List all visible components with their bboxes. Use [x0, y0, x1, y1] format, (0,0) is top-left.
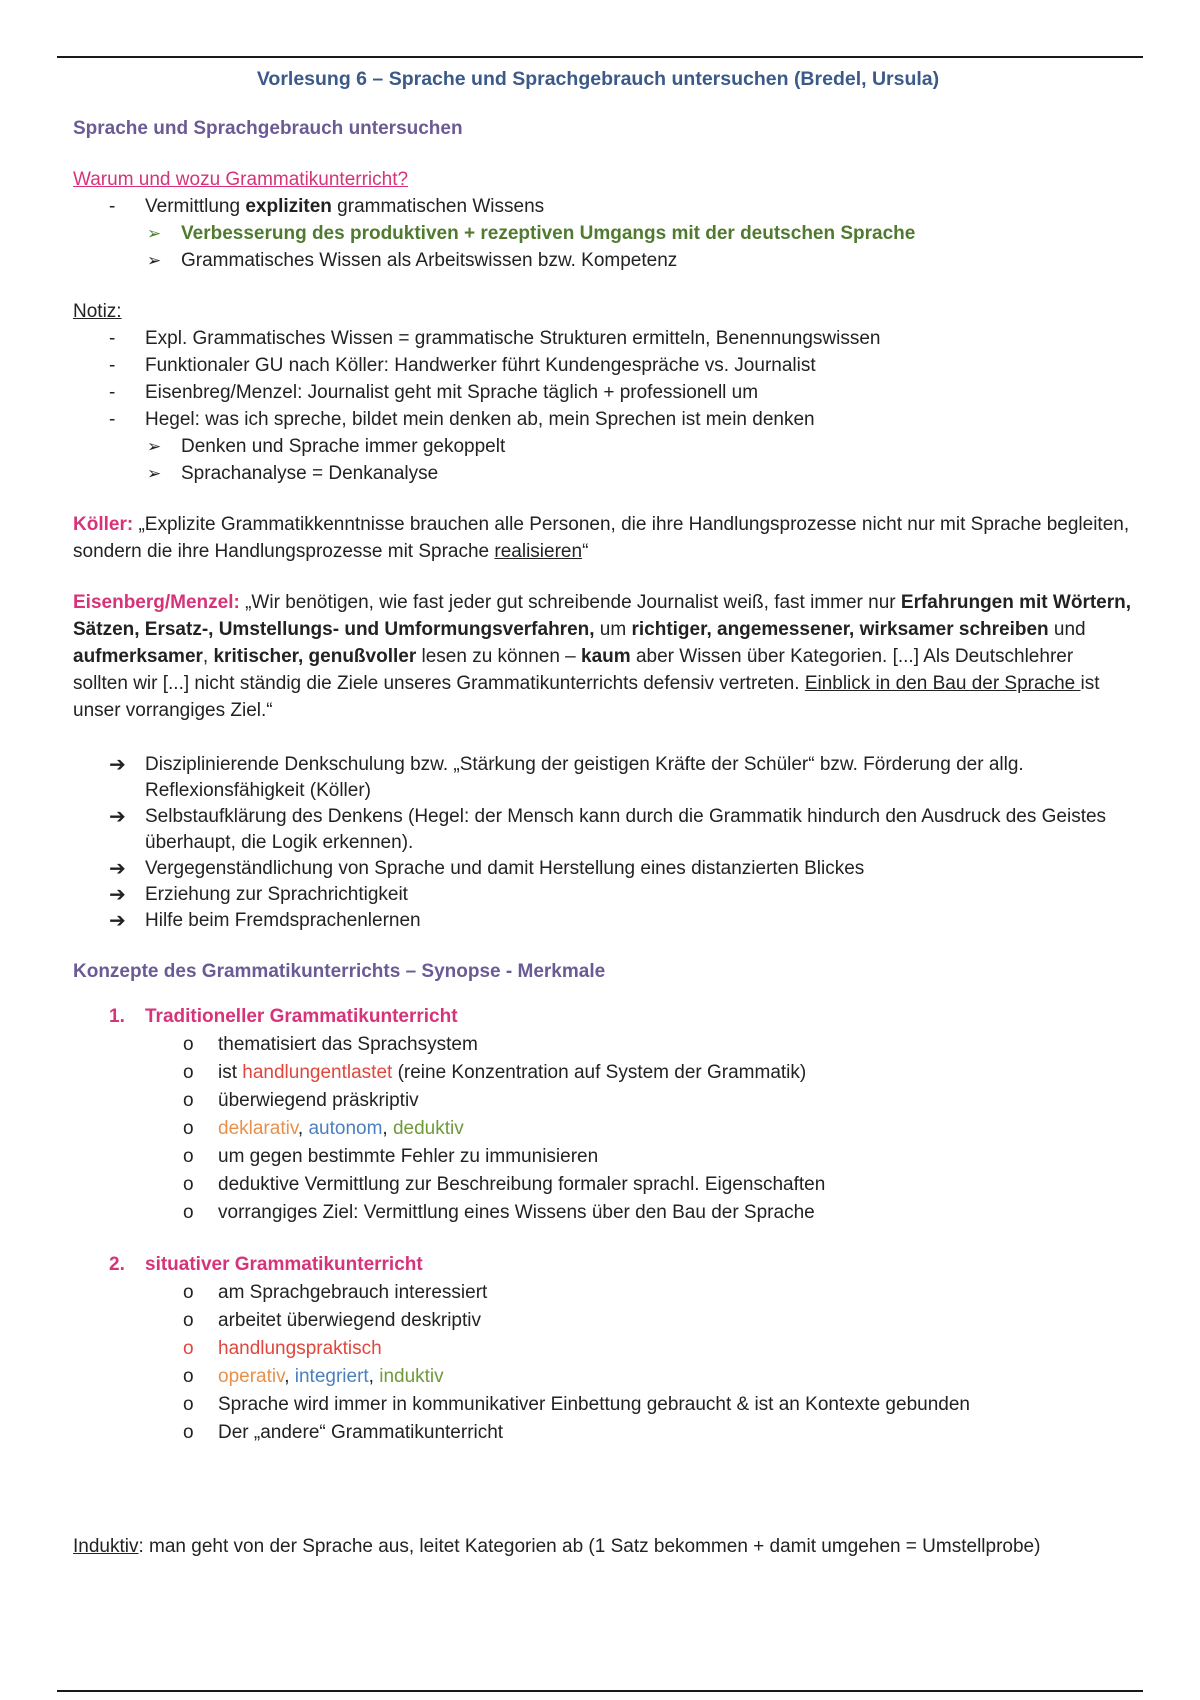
arrow-right-icon: ➔ — [109, 754, 126, 776]
list-item: o deduktive Vermittlung zur Beschreibung formaler sprachl. Eigenschaften — [183, 1174, 826, 1195]
list-item: o Sprache wird immer in kommunikativer Einbettung gebraucht & ist an Kontexte gebunden — [183, 1394, 970, 1415]
list-item: ➢ Denken und Sprache immer gekoppelt — [73, 433, 1133, 460]
dash-marker: - — [109, 196, 116, 217]
arrow-right-icon: ➔ — [109, 806, 126, 828]
notiz-heading: Notiz: — [73, 301, 122, 322]
arrow-right-icon: ➔ — [109, 884, 126, 906]
list-item: ➔ Hilfe beim Fremdsprachenlernen — [109, 910, 421, 932]
list-item: ➔ Vergegenständlichung von Sprache und damit Herstellung eines distanzierten Blickes — [109, 858, 865, 880]
numbered-heading: 2. situativer Grammatikunterricht — [109, 1254, 423, 1275]
eisenberg-quote: Eisenberg/Menzel: „Wir benötigen, wie fast jeder gut schreibende Journalist weiß, fast immer nur Erfahrungen mit Wörtern, Sätzen, Ersatz-, Umstellungs- und Umformungsverfahren, um richtiger, angemessener, wirksamer schreiben und aufmerksamer, kritischer, genußvoller lesen zu können – kaum aber Wissen über Kategorien. [...] Als Deutschlehrer sollten wir [...] nicht ständig die Ziele unseres Grammatikunterrichts defensiv vertreten. Einblick in den Bau der Sprache ist unser vorrangiges Ziel.“ — [73, 592, 1132, 721]
list-item: o ist handlungentlastet (reine Konzentration auf System der Grammatik) — [183, 1062, 807, 1083]
koeller-quote: Köller: „Explizite Grammatikkenntnisse brauchen alle Personen, die ihre Handlungsprozesse nicht nur mit Sprache begleiten, sondern die ihre Handlungsprozesse mit Sprache realisieren“ — [73, 514, 1130, 562]
arrowhead-icon: ➢ — [147, 251, 162, 270]
bottom-rule — [57, 1690, 1143, 1692]
induktiv-note: Induktiv: man geht von der Sprache aus, leitet Kategorien ab (1 Satz bekommen + damit umgehen = Umstellprobe) — [73, 1536, 1041, 1557]
arrow-right-icon: ➔ — [109, 910, 126, 932]
page-title: Vorlesung 6 – Sprache und Sprachgebrauch untersuchen (Bredel, Ursula) — [256, 68, 940, 90]
konzepte-heading: Konzepte des Grammatikunterrichts – Synopse - Merkmale — [73, 961, 606, 982]
arrowhead-icon: ➢ — [147, 437, 162, 456]
list-item: o handlungspraktisch — [183, 1338, 382, 1359]
list-item: - Hegel: was ich spreche, bildet mein denken ab, mein Sprechen ist mein denken — [109, 409, 815, 430]
list-item: o deklarativ, autonom, deduktiv — [183, 1118, 464, 1139]
arrowhead-icon: ➢ — [147, 224, 162, 243]
numbered-heading: 1. Traditioneller Grammatikunterricht — [109, 1006, 458, 1027]
list-item: o arbeitet überwiegend deskriptiv — [183, 1310, 481, 1331]
list-item: ➔ Erziehung zur Sprachrichtigkeit — [109, 884, 408, 906]
section-heading: Sprache und Sprachgebrauch untersuchen — [73, 118, 463, 139]
list-item: ➢ Verbesserung des produktiven + rezeptiven Umgangs mit der deutschen Sprache — [73, 220, 1133, 247]
list-item: o Der „andere“ Grammatikunterricht — [183, 1422, 504, 1443]
list-item: ➔ Selbstaufklärung des Denkens (Hegel: der Mensch kann durch die Grammatik hindurch den Ausdruck des Geistes überhaupt, die Logik erkennen). — [109, 806, 1107, 853]
arrowhead-icon: ➢ — [147, 464, 162, 483]
list-item: o um gegen bestimmte Fehler zu immunisieren — [183, 1146, 599, 1167]
list-item: o am Sprachgebrauch interessiert — [183, 1282, 488, 1303]
list-item: - Eisenbreg/Menzel: Journalist geht mit Sprache täglich + professionell um — [109, 382, 759, 403]
circle-bullet: o — [183, 1034, 194, 1055]
list-item: o überwiegend präskriptiv — [183, 1090, 419, 1111]
list-item: ➢ Sprachanalyse = Denkanalyse — [73, 460, 1133, 487]
list-item: - Expl. Grammatisches Wissen = grammatische Strukturen ermitteln, Benennungswissen — [109, 328, 881, 349]
list-item: - Funktionaler GU nach Köller: Handwerker führt Kundengespräche vs. Journalist — [109, 355, 816, 376]
why-heading: Warum und wozu Grammatikunterricht? — [73, 169, 409, 190]
list-item: o vorrangiges Ziel: Vermittlung eines Wissens über den Bau der Sprache — [183, 1202, 815, 1223]
list-item: ➢ Grammatisches Wissen als Arbeitswissen bzw. Kompetenz — [73, 247, 1133, 274]
list-item: ➔ Disziplinierende Denkschulung bzw. „Stärkung der geistigen Kräfte der Schüler“ bzw. Förderung der allg. Reflexionsfähigkeit (Köller) — [109, 754, 1024, 801]
arrow-right-icon: ➔ — [109, 858, 126, 880]
list-item: o thematisiert das Sprachsystem — [73, 1031, 1133, 1059]
document-page — [73, 68, 1133, 1560]
list-item: - Vermittlung expliziten grammatischen Wissens — [73, 193, 1133, 220]
top-rule — [57, 56, 1143, 58]
list-item: o operativ, integriert, induktiv — [183, 1366, 444, 1387]
